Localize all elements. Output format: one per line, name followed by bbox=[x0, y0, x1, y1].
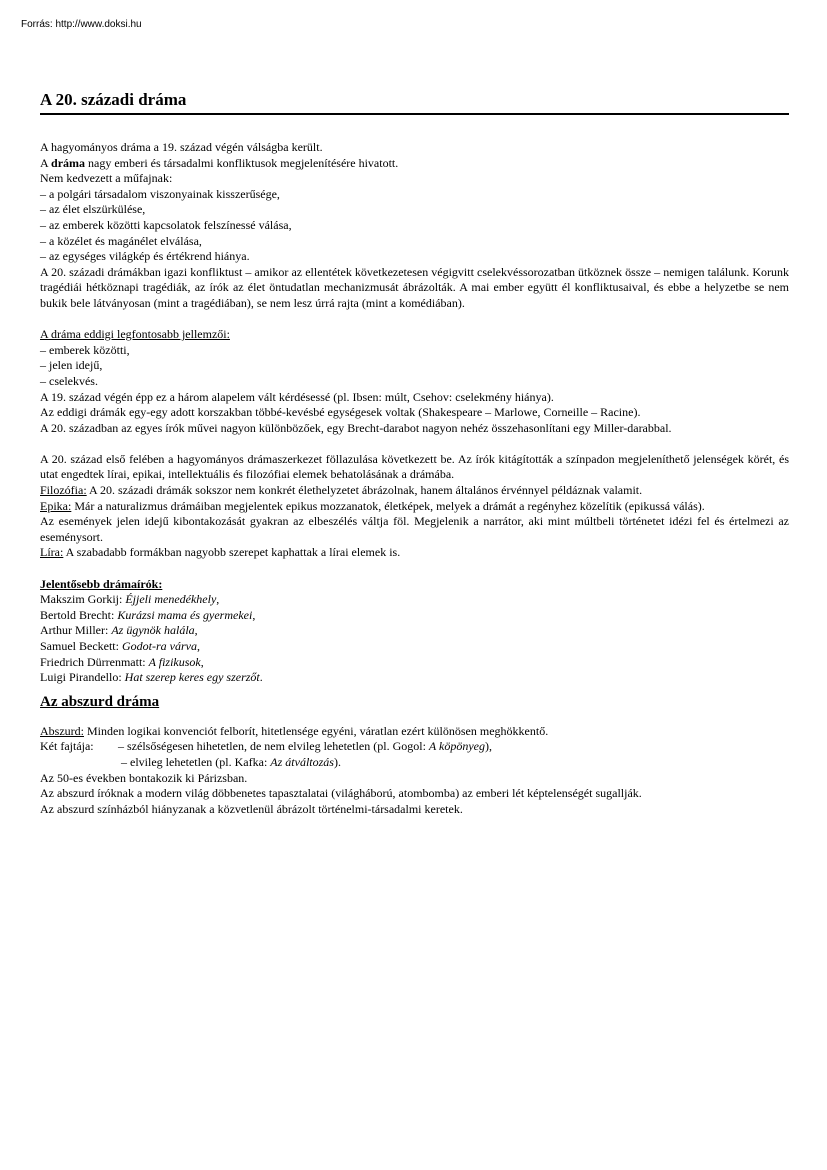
author-work: Kurázsi mama és gyermekei bbox=[117, 607, 253, 622]
lyric-line bbox=[40, 545, 789, 561]
lyric-text: A szabadabb formákban nagyobb szerepet kaphattak a lírai elemek is. bbox=[63, 545, 401, 560]
absurd-line-2: Az abszurd íróknak a modern világ döbbenetes tapasztalatai (világháború, atombomba) az emberi lét képtelenségét sugallják. bbox=[40, 786, 642, 801]
absurd-kind-1-work: A köpönyeg bbox=[428, 739, 485, 754]
authors-heading: Jelentősebb drámaírók: bbox=[40, 576, 163, 591]
philosophy-text: A 20. századi drámák sokszor nem konkrét élethelyzetet ábrázolnak, hanem általános érvénnyel példáznak valamit. bbox=[86, 483, 643, 498]
author-work: Godot-ra várva bbox=[121, 639, 197, 653]
absurd-kind-2-work: Az átváltozás bbox=[270, 754, 334, 769]
absurd-definition-text: Minden logikai konvenciót felborít, hitetlensége egyéni, váratlan ezért különösen meghökkentő. bbox=[84, 723, 549, 738]
author-work: A fizikusok bbox=[148, 654, 201, 669]
author-work: Hat szerep keres egy szerzőt bbox=[124, 670, 260, 685]
section-title-absurd: Az abszurd dráma bbox=[40, 693, 160, 710]
drama-bold: dráma bbox=[51, 155, 86, 170]
philosophy-label: Filozófia: bbox=[40, 483, 87, 498]
intro-list-item: – az emberek közötti kapcsolatok felszínessé válása, bbox=[40, 217, 292, 232]
author-name: Friedrich Dürrenmatt: bbox=[40, 654, 149, 669]
author-punct: . bbox=[259, 670, 263, 685]
absurd-kinds-row-1 bbox=[40, 739, 789, 755]
breakdown-paragraph: A 20. század első felében a hagyományos drámaszerkezet föllazulása következett be. Az írók kitágították a színpadon megjeleníthető jelenségek körét, és utat engedtek lírai, epikai, intellektuális és filozófiai elemek behatolásának a drámába. bbox=[40, 451, 789, 482]
absurd-label: Abszurd: bbox=[40, 723, 84, 738]
intro-line-2-pre: A bbox=[40, 155, 52, 170]
philosophy-line bbox=[40, 483, 789, 499]
intro-line-1: A hagyományos dráma a 19. század végén válságba került. bbox=[40, 140, 323, 154]
absurd-kind-2-pre: – elvileg lehetetlen (pl. Kafka: bbox=[121, 754, 271, 769]
absurd-kind-1 bbox=[118, 739, 492, 755]
features-heading: A dráma eddigi legfontosabb jellemzői: bbox=[40, 327, 230, 342]
intro-list-item: – a közélet és magánélet elválása, bbox=[40, 233, 202, 248]
author-name: Luigi Pirandello: bbox=[40, 670, 125, 685]
author-name: Samuel Beckett: bbox=[40, 639, 122, 653]
absurd-kind-2 bbox=[118, 755, 341, 771]
absurd-kinds-row-2 bbox=[40, 755, 789, 771]
author-punct: , bbox=[196, 639, 200, 653]
intro-list-item: – az élet elszürkülése, bbox=[40, 202, 146, 217]
author-work: Éjjeli menedékhely bbox=[125, 592, 217, 607]
author-name: Makszim Gorkij: bbox=[40, 592, 126, 607]
absurd-kind-2-post: ). bbox=[333, 754, 341, 769]
author-item bbox=[40, 639, 789, 655]
author-item bbox=[40, 623, 789, 639]
features-line-3: A 20. században az egyes írók művei nagyon különbözőek, egy Brecht-darabot nagyon nehéz összehasonlítani egy Miller-darabbal. bbox=[40, 420, 672, 435]
absurd-line-3: Az abszurd színházból hiányzanak a közvetlenül ábrázolt történelmi-társadalmi keretek. bbox=[40, 801, 463, 816]
source-line: Forrás: http://www.doksi.hu bbox=[21, 19, 142, 30]
intro-list-item: – a polgári társadalom viszonyainak kisszerűsége, bbox=[40, 186, 280, 201]
author-punct: , bbox=[200, 654, 204, 669]
epic-label: Epika: bbox=[40, 498, 72, 513]
author-item bbox=[40, 655, 789, 671]
document-body bbox=[40, 88, 789, 817]
author-name: Bertold Brecht: bbox=[40, 607, 118, 622]
intro-line-2-post: nagy emberi és társadalmi konfliktusok megjelenítésére hivatott. bbox=[85, 155, 399, 170]
features-line-2: Az eddigi drámák egy-egy adott korszakban többé-kevésbé egységesek voltak (Shakespeare – Marlowe, Corneille – Racine). bbox=[40, 405, 641, 420]
absurd-definition bbox=[40, 724, 789, 740]
intro-line-3: Nem kedvezett a műfajnak: bbox=[40, 171, 173, 186]
author-item bbox=[40, 592, 789, 608]
author-punct: , bbox=[194, 623, 198, 638]
author-item bbox=[40, 608, 789, 624]
intro-list-item: – az egységes világkép és értékrend hiánya. bbox=[40, 249, 250, 264]
author-punct: , bbox=[252, 607, 256, 622]
author-item bbox=[40, 670, 789, 686]
intro-line-2 bbox=[40, 156, 789, 172]
epic-line bbox=[40, 499, 789, 515]
epic-text: Már a naturalizmus drámáiban megjelentek epikus mozzanatok, életképek, melyek a drámát a regényhez közelítik (epikussá válás). bbox=[71, 498, 705, 513]
absurd-line-1: Az 50-es években bontakozik ki Párizsban. bbox=[40, 770, 248, 785]
author-work: Az ügynök halála bbox=[111, 623, 195, 638]
page-title: A 20. századi dráma bbox=[40, 88, 789, 115]
features-line-1: A 19. század végén épp ez a három alapelem vált kérdésessé (pl. Ibsen: múlt, Csehov: cselekmény hiánya). bbox=[40, 389, 554, 404]
absurd-kinds-label: Két fajtája: bbox=[40, 739, 94, 754]
features-list-item: – cselekvés. bbox=[40, 373, 98, 388]
absurd-kind-1-post: ), bbox=[485, 739, 492, 754]
narrator-paragraph: Az események jelen idejű kibontakozását gyakran az elbeszélés váltja föl. Megjelenik a narrátor, aki mint múltbeli történetet idézi fel és értelmezi az eseménysort. bbox=[40, 514, 789, 544]
lyric-label: Líra: bbox=[40, 545, 64, 560]
features-list-item: – emberek közötti, bbox=[40, 342, 130, 357]
author-punct: , bbox=[216, 592, 220, 607]
absurd-kinds-spacer bbox=[40, 755, 118, 771]
author-name: Arthur Miller: bbox=[40, 623, 112, 638]
intro-paragraph: A 20. századi drámákban igazi konfliktust – amikor az ellentétek következetesen végigvitt cselekvéssorozatban ütköznek össze – nemigen találunk. Korunk tragédiái hétköznapi tragédiák, az írók az élet öntudatlan mechanizmusát ábrázolták. A mai ember együtt él konfliktusaival, és ebbe a helyzetbe se nem bukik bele látványosan (mint a tragédiában), se nem lesz úrrá rajta (mint a komédiában). bbox=[40, 264, 789, 310]
features-list-item: – jelen idejű, bbox=[40, 358, 103, 373]
absurd-kind-1-pre: – szélsőségesen hihetetlen, de nem elvileg lehetetlen (pl. Gogol: bbox=[118, 739, 429, 754]
